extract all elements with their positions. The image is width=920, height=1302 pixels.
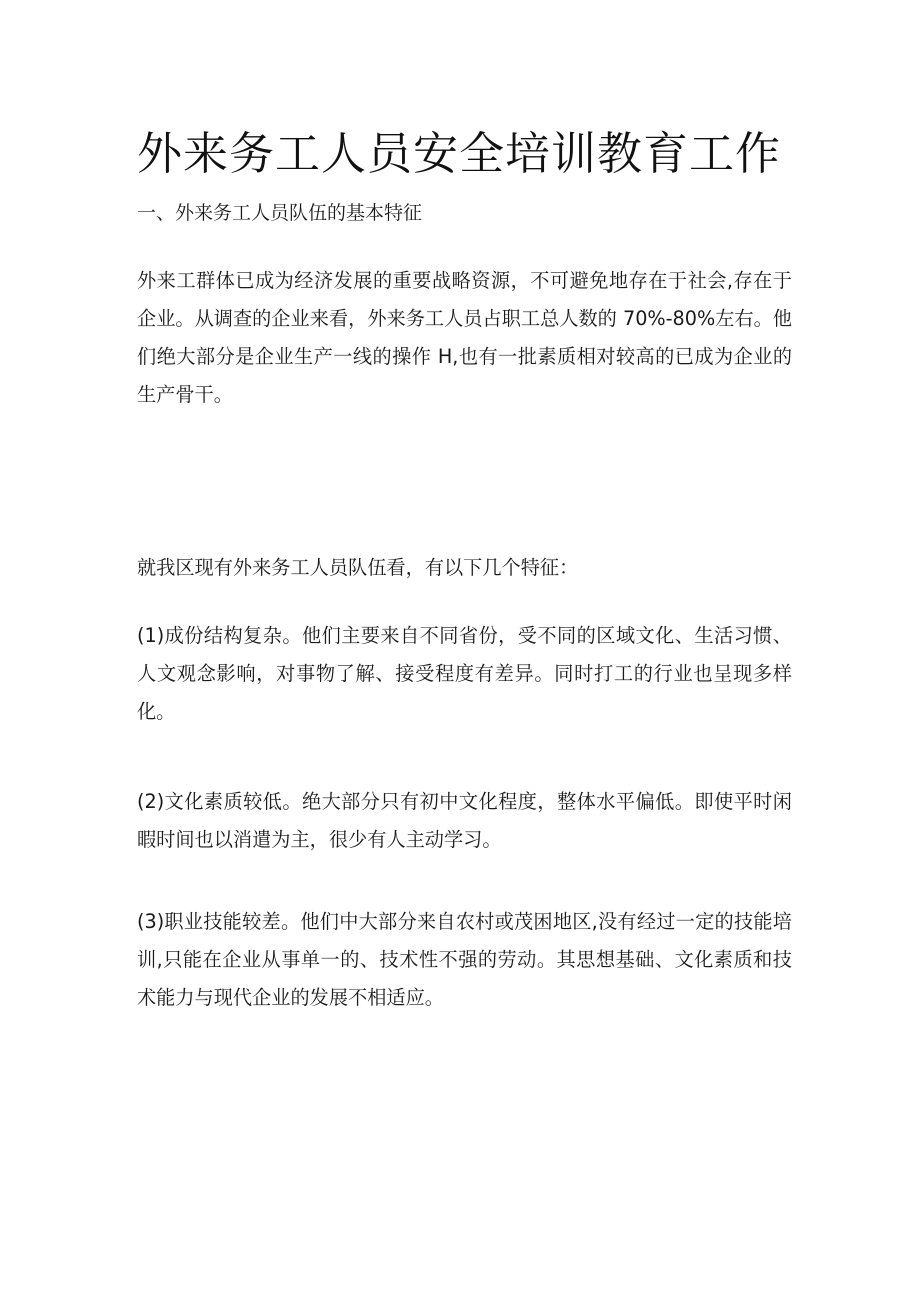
section-heading: 一、外来务工人员队伍的基本特征	[137, 202, 423, 224]
paragraph-intro: 外来工群体已成为经济发展的重要战略资源，不可避免地存在于社会,存在于企业。从调查的企业来看，外来务工人员占职工总人数的 70%-80%左右。他们绝大部分是企业生产一线的操作 H,也有一批素质相对较高的已成为企业的生产骨干。	[137, 269, 792, 406]
paragraph-features-lead: 就我区现有外来务工人员队伍看，有以下几个特征：	[137, 556, 579, 579]
paragraph-feature-1: (1)成份结构复杂。他们主要来自不同省份，受不同的区域文化、生活习惯、人文观念影响，对事物了解、接受程度有差异。同时打工的行业也呈现多样化。	[137, 624, 792, 723]
paragraph-feature-2: (2)文化素质较低。绝大部分只有初中文化程度，整体水平偏低。即使平时闲暇时间也以消遣为主，很少有人主动学习。	[137, 790, 792, 851]
document-title: 外来务工人员安全培训教育工作	[137, 127, 782, 180]
paragraph-feature-3: (3)职业技能较差。他们中大部分来自农村或茂困地区,没有经过一定的技能培训,只能在企业从事单一的、技术性不强的劳动。其思想基础、文化素质和技术能力与现代企业的发展不相适应。	[137, 910, 792, 1009]
